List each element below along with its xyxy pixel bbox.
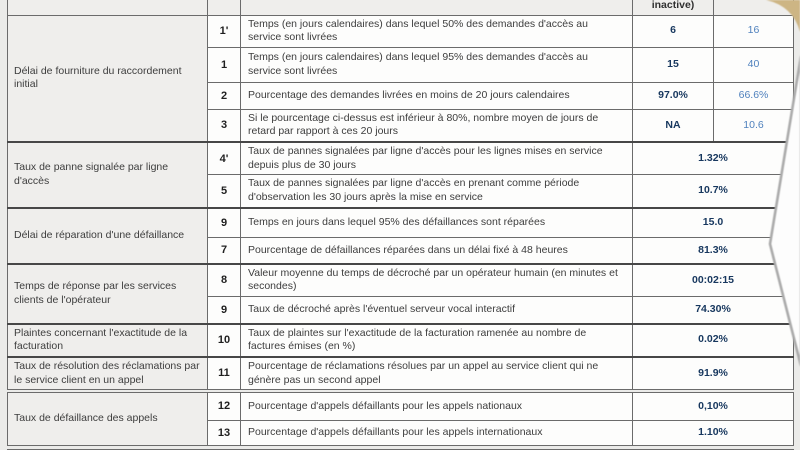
- value-merged-cell: 10.7%: [633, 175, 794, 208]
- indicator-number-cell: 4': [208, 142, 241, 175]
- description-cell: Pourcentage d'appels défaillants pour les appels nationaux: [241, 393, 633, 421]
- category-cell: Taux de défaillance des appels: [8, 393, 208, 446]
- description-cell: Si le pourcentage ci-dessus est inférieur à 80%, nombre moyen de jours de retard par rapport à ces 20 jours: [241, 109, 633, 142]
- table-header-row: [8, 0, 794, 15]
- value-merged-cell: 1.32%: [633, 142, 794, 175]
- category-cell: Délai de réparation d'une défaillance: [8, 208, 208, 264]
- header-description: [241, 0, 633, 15]
- tan-corner-icon: [762, 0, 800, 36]
- value-merged-cell: 1.10%: [633, 421, 794, 446]
- category-cell: Délai de fourniture du raccordement initial: [8, 15, 208, 142]
- value-other-cell: 66.6%: [714, 82, 794, 109]
- page-curl-arrow-icon: [755, 0, 800, 450]
- indicator-number-cell: 1: [208, 47, 241, 82]
- table-row: [8, 324, 794, 357]
- indicator-number-cell: 10: [208, 324, 241, 357]
- description-cell: Taux de plaintes sur l'exactitude de la facturation ramenée au nombre de factures émises (en %): [241, 324, 633, 357]
- description-cell: Temps (en jours calendaires) dans lequel 50% des demandes d'accès au service sont livrées: [241, 15, 633, 47]
- table-row: [8, 357, 794, 390]
- value-current-cell: 15: [633, 47, 714, 82]
- header-value-current: inactive): [633, 0, 714, 15]
- indicator-number-cell: 9: [208, 297, 241, 324]
- table-row: [8, 393, 794, 421]
- header-category: [8, 0, 208, 15]
- indicator-number-cell: 7: [208, 238, 241, 264]
- indicator-number-cell: 2: [208, 82, 241, 109]
- value-merged-cell: 81.3%: [633, 238, 794, 264]
- value-other-cell: 10.6: [714, 109, 794, 142]
- table-row: [8, 15, 794, 47]
- indicator-number-cell: 9: [208, 208, 241, 238]
- description-cell: Valeur moyenne du temps de décroché par un opérateur humain (en minutes et secondes): [241, 264, 633, 297]
- indicator-number-cell: 1': [208, 15, 241, 47]
- description-cell: Taux de décroché après l'éventuel serveur vocal interactif: [241, 297, 633, 324]
- value-other-cell: 40: [714, 47, 794, 82]
- value-merged-cell: 0,10%: [633, 393, 794, 421]
- value-current-cell: NA: [633, 109, 714, 142]
- indicator-number-cell: 12: [208, 393, 241, 421]
- header-number: [208, 0, 241, 15]
- description-cell: Pourcentage de défaillances réparées dans un délai fixé à 48 heures: [241, 238, 633, 264]
- value-other-cell: 16: [714, 15, 794, 47]
- description-cell: Pourcentage de réclamations résolues par un appel au service client qui ne génère pas un second appel: [241, 357, 633, 390]
- table-row: [8, 208, 794, 238]
- value-merged-cell: 15.0: [633, 208, 794, 238]
- description-cell: Taux de pannes signalées par ligne d'accès en prenant comme période d'observation les 30 jours après la mise en service: [241, 175, 633, 208]
- calls-table: [7, 392, 794, 446]
- table-row: [8, 264, 794, 297]
- value-merged-cell: 00:02:15: [633, 264, 794, 297]
- value-current-cell: 6: [633, 15, 714, 47]
- value-merged-cell: 0.02%: [633, 324, 794, 357]
- indicator-number-cell: 3: [208, 109, 241, 142]
- description-cell: Temps en jours dans lequel 95% des défaillances sont réparées: [241, 208, 633, 238]
- value-merged-cell: 91.9%: [633, 357, 794, 390]
- description-cell: Temps (en jours calendaires) dans lequel 95% des demandes d'accès au service sont livrées: [241, 47, 633, 82]
- value-merged-cell: 74.30%: [633, 297, 794, 324]
- category-cell: Temps de réponse par les services clients de l'opérateur: [8, 264, 208, 324]
- table-row: [8, 142, 794, 175]
- category-cell: Taux de panne signalée par ligne d'accès: [8, 142, 208, 208]
- description-cell: Pourcentage des demandes livrées en moins de 20 jours calendaires: [241, 82, 633, 109]
- category-cell: Taux de résolution des réclamations par le service client en un appel: [8, 357, 208, 390]
- description-cell: Taux de pannes signalées par ligne d'accès pour les lignes mises en service depuis plus de 30 jours: [241, 142, 633, 175]
- main-table: [7, 0, 794, 390]
- description-cell: Pourcentage d'appels défaillants pour les appels internationaux: [241, 421, 633, 446]
- indicator-number-cell: 5: [208, 175, 241, 208]
- indicator-number-cell: 8: [208, 264, 241, 297]
- indicator-number-cell: 13: [208, 421, 241, 446]
- category-cell: Plaintes concernant l'exactitude de la facturation: [8, 324, 208, 357]
- indicator-number-cell: 11: [208, 357, 241, 390]
- value-current-cell: 97.0%: [633, 82, 714, 109]
